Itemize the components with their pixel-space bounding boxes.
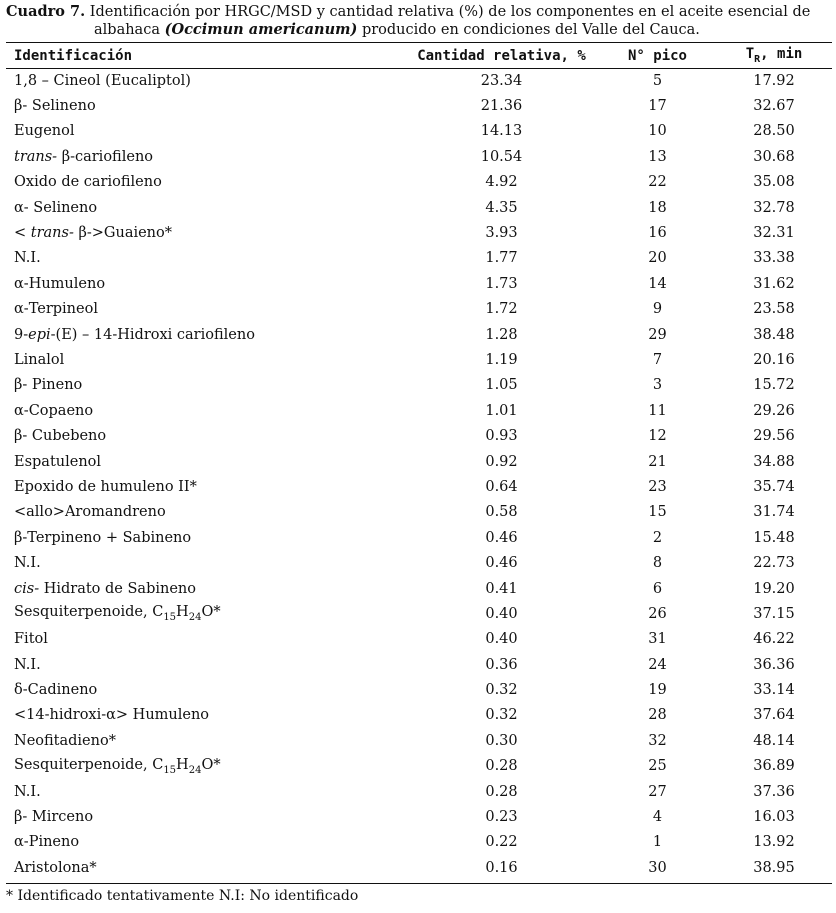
- table-row: [6, 627, 832, 652]
- cell-tr: 35.74: [753, 478, 795, 495]
- cell-identificacion: [6, 347, 404, 372]
- cell-tr: 33.38: [753, 250, 795, 267]
- cell-identificacion: [6, 703, 404, 728]
- cell-identificacion: [6, 627, 404, 652]
- cell-cantidad: 1.01: [485, 402, 518, 419]
- cell-pico: 18: [648, 199, 667, 216]
- table-row: [6, 297, 832, 322]
- table-row: [6, 68, 832, 93]
- cell-tr: 48.14: [753, 732, 795, 749]
- cell-identificacion: [6, 398, 404, 423]
- table-row: [6, 144, 832, 169]
- cell-identificacion-part: O*: [201, 756, 221, 773]
- cell-cantidad: 0.92: [485, 453, 518, 470]
- cell-identificacion-part: Sesquiterpenoide, C: [14, 756, 164, 773]
- cell-cantidad: 0.32: [485, 682, 518, 699]
- table-row: [6, 119, 832, 144]
- cell-identificacion: [6, 550, 404, 575]
- cell-pico: 4: [652, 809, 663, 826]
- cell-tr: 29.56: [753, 428, 795, 445]
- cell-pico: 31: [648, 631, 667, 648]
- cell-identificacion-part: 24: [188, 764, 202, 776]
- cell-tr: 36.36: [753, 656, 795, 673]
- table-row: [6, 170, 832, 195]
- caption-text: albahaca: [94, 22, 165, 38]
- caption-label: Cuadro 7.: [6, 3, 86, 20]
- cell-tr: 22.73: [753, 555, 795, 572]
- cell-cantidad: 0.23: [485, 809, 518, 826]
- cell-identificacion: [6, 119, 404, 144]
- cell-cantidad: 0.40: [485, 631, 518, 648]
- cell-identificacion: [6, 601, 404, 626]
- cell-identificacion-part: β-Terpineno + Sabineno: [14, 529, 192, 546]
- cell-identificacion: [6, 754, 404, 779]
- table-row: [6, 271, 832, 296]
- cell-identificacion-part: N.I.: [14, 555, 41, 572]
- cell-identificacion-part: O*: [201, 604, 221, 621]
- cell-identificacion-part: N.I.: [14, 783, 41, 800]
- table-row: [6, 601, 832, 626]
- cell-cantidad: 10.54: [480, 148, 523, 165]
- table-row: [6, 398, 832, 423]
- cell-cantidad: 1.77: [485, 250, 518, 267]
- cell-tr: 20.16: [753, 351, 795, 368]
- cell-tr: 19.20: [753, 580, 795, 597]
- cell-identificacion-part: trans-: [30, 225, 74, 242]
- cell-tr: 28.50: [753, 123, 795, 140]
- cell-identificacion-part: trans-: [14, 148, 58, 165]
- cell-tr: 32.31: [753, 225, 795, 242]
- cell-cantidad: 0.36: [485, 656, 518, 673]
- cell-identificacion-part: Linalol: [14, 351, 65, 368]
- table-row: [6, 703, 832, 728]
- cell-identificacion-part: cis-: [14, 580, 40, 597]
- table-row: [6, 830, 832, 855]
- cell-tr: 16.03: [753, 809, 795, 826]
- cell-identificacion-part: α-Terpineol: [14, 301, 98, 318]
- cell-cantidad: 1.19: [485, 351, 518, 368]
- cell-identificacion: [6, 449, 404, 474]
- cell-identificacion-part: δ-Cadineno: [14, 682, 98, 699]
- cell-identificacion-part: N.I.: [14, 656, 41, 673]
- table-row: [6, 754, 832, 779]
- cell-identificacion-part: α-Pineno: [14, 834, 80, 851]
- cell-tr: 36.89: [753, 758, 795, 775]
- cell-tr: 35.08: [753, 174, 795, 191]
- cell-identificacion-part: β- Mirceno: [14, 809, 94, 826]
- cell-identificacion-part: β-cariofileno: [57, 148, 154, 165]
- cell-identificacion-part: β- Pineno: [14, 377, 83, 394]
- cell-identificacion: [6, 68, 404, 93]
- cell-cantidad: 1.72: [485, 301, 518, 318]
- cell-cantidad: 0.16: [485, 859, 518, 876]
- cell-pico: 28: [648, 707, 667, 724]
- cell-identificacion: [6, 652, 404, 677]
- cell-pico: 20: [648, 250, 667, 267]
- cell-cantidad: 1.05: [485, 377, 518, 394]
- cell-pico: 3: [652, 377, 663, 394]
- cell-cantidad: 1.28: [485, 326, 518, 343]
- cell-pico: 23: [648, 478, 667, 495]
- cell-pico: 2: [652, 529, 663, 546]
- table-footnote: * Identificado tentativamente N.I: No identificado: [6, 888, 359, 904]
- table-row: [6, 347, 832, 372]
- caption-species: (Occimun americanum): [164, 21, 358, 38]
- cell-identificacion: [6, 144, 404, 169]
- cell-identificacion-part: β- Selineno: [14, 98, 96, 115]
- cell-pico: 11: [648, 402, 667, 419]
- table-row: [6, 804, 832, 829]
- cell-identificacion-part: Sesquiterpenoide, C: [14, 604, 164, 621]
- cell-tr: 23.58: [753, 301, 795, 318]
- table-row: [6, 728, 832, 753]
- cell-identificacion-part: α-Copaeno: [14, 402, 94, 419]
- table-row: [6, 373, 832, 398]
- cell-identificacion-part: H: [176, 604, 189, 621]
- table-row: [6, 322, 832, 347]
- cell-tr: 38.95: [753, 859, 795, 876]
- cell-pico: 16: [648, 225, 667, 242]
- table-row: [6, 246, 832, 271]
- cell-identificacion-part: α-Humuleno: [14, 275, 106, 292]
- table-row: [6, 500, 832, 525]
- cell-cantidad: 0.22: [485, 834, 518, 851]
- cell-cantidad: 0.64: [485, 478, 518, 495]
- cell-identificacion: [6, 500, 404, 525]
- cell-identificacion-part: Fitol: [14, 631, 48, 648]
- cell-tr: 29.26: [753, 402, 795, 419]
- table-row: [6, 677, 832, 702]
- table-caption: [6, 3, 832, 39]
- cell-cantidad: 1.73: [485, 275, 518, 292]
- cell-identificacion: [6, 728, 404, 753]
- column-header-cantidad: Cantidad relativa, %: [417, 47, 586, 64]
- cell-cantidad: 0.58: [485, 504, 518, 521]
- table-header-row: [6, 43, 832, 68]
- cell-identificacion: [6, 677, 404, 702]
- table-row: [6, 550, 832, 575]
- table-bottom-rule: [6, 883, 832, 884]
- cell-identificacion-part: N.I.: [14, 250, 41, 267]
- cell-pico: 29: [648, 326, 667, 343]
- cell-tr: 33.14: [753, 682, 795, 699]
- caption-text: producido en condiciones del Valle del Cauca.: [357, 22, 700, 38]
- cell-cantidad: 0.46: [485, 529, 518, 546]
- table-row: [6, 525, 832, 550]
- cell-pico: 8: [652, 555, 663, 572]
- cell-identificacion: [6, 271, 404, 296]
- cell-tr: 15.72: [753, 377, 795, 394]
- cell-identificacion-part: <14-hidroxi-α> Humuleno: [14, 707, 210, 724]
- cell-identificacion: [6, 525, 404, 550]
- cell-identificacion-part: 24: [188, 612, 202, 624]
- cell-identificacion-part: <allo>Aromandreno: [14, 504, 166, 521]
- cell-cantidad: 4.35: [485, 199, 518, 216]
- column-header-tr: [716, 43, 832, 68]
- cell-tr: 37.36: [753, 783, 795, 800]
- cell-cantidad: 14.13: [480, 123, 523, 140]
- cell-cantidad: 0.28: [485, 758, 518, 775]
- table-row: [6, 474, 832, 499]
- cell-tr: 31.62: [753, 275, 795, 292]
- cell-identificacion-part: 15: [163, 612, 177, 624]
- cell-pico: 9: [652, 301, 663, 318]
- cell-cantidad: 0.30: [485, 732, 518, 749]
- cell-cantidad: 0.28: [485, 783, 518, 800]
- cell-identificacion-part: Aristolona*: [14, 859, 97, 876]
- cell-pico: 14: [648, 275, 667, 292]
- components-table: [6, 43, 832, 881]
- cell-pico: 13: [648, 148, 667, 165]
- cell-identificacion: [6, 779, 404, 804]
- cell-identificacion: [6, 322, 404, 347]
- caption-text: Identificación por HRGC/MSD y cantidad relativa (%) de los componentes en el aceite esencial de: [85, 4, 811, 20]
- cell-identificacion-part: β- Cubebeno: [14, 428, 107, 445]
- table-row: [6, 576, 832, 601]
- cell-tr: 15.48: [753, 529, 795, 546]
- cell-pico: 19: [648, 682, 667, 699]
- column-header-tr-main: T: [745, 46, 755, 63]
- cell-tr: 37.64: [753, 707, 795, 724]
- cell-identificacion: [6, 373, 404, 398]
- table-row: [6, 652, 832, 677]
- cell-identificacion: [6, 195, 404, 220]
- column-header-tr-sub: R: [754, 53, 761, 65]
- cell-identificacion-part: <: [14, 225, 31, 242]
- cell-identificacion-part: β->Guaieno*: [73, 225, 173, 242]
- table-row: [6, 779, 832, 804]
- cell-tr: 46.22: [753, 631, 795, 648]
- table-row: [6, 220, 832, 245]
- cell-identificacion-part: Epoxido de humuleno II*: [14, 478, 197, 495]
- cell-pico: 22: [648, 174, 667, 191]
- cell-tr: 30.68: [753, 148, 795, 165]
- cell-pico: 1: [652, 834, 663, 851]
- table-row: [6, 93, 832, 118]
- cell-pico: 30: [648, 859, 667, 876]
- cell-tr: 17.92: [753, 72, 795, 89]
- cell-pico: 10: [648, 123, 667, 140]
- cell-identificacion-part: Eugenol: [14, 123, 75, 140]
- table-row: [6, 195, 832, 220]
- cell-cantidad: 0.93: [485, 428, 518, 445]
- cell-cantidad: 0.41: [485, 580, 518, 597]
- cell-pico: 5: [652, 72, 663, 89]
- cell-identificacion: [6, 855, 404, 880]
- table-row: [6, 423, 832, 448]
- cell-tr: 13.92: [753, 834, 795, 851]
- cell-identificacion-part: Espatulenol: [14, 453, 102, 470]
- cell-pico: 32: [648, 732, 667, 749]
- cell-identificacion-part: 1,8 – Cineol (Eucaliptol): [14, 72, 191, 89]
- cell-tr: 37.15: [753, 605, 795, 622]
- cell-identificacion: [6, 830, 404, 855]
- cell-tr: 34.88: [753, 453, 795, 470]
- cell-pico: 12: [648, 428, 667, 445]
- cell-identificacion-part: α- Selineno: [14, 199, 98, 216]
- cell-cantidad: 0.40: [485, 605, 518, 622]
- cell-identificacion-part: Neofitadieno*: [14, 732, 116, 749]
- cell-tr: 38.48: [753, 326, 795, 343]
- cell-pico: 26: [648, 605, 667, 622]
- cell-identificacion: [6, 246, 404, 271]
- cell-identificacion: [6, 804, 404, 829]
- table-row: [6, 449, 832, 474]
- cell-identificacion: [6, 423, 404, 448]
- column-header-identificacion: Identificación: [14, 47, 133, 64]
- cell-identificacion-part: 9-: [14, 326, 29, 343]
- cell-pico: 21: [648, 453, 667, 470]
- cell-pico: 7: [652, 351, 663, 368]
- cell-identificacion: [6, 93, 404, 118]
- cell-identificacion: [6, 170, 404, 195]
- table-body: [6, 68, 832, 881]
- cell-tr: 32.67: [753, 98, 795, 115]
- cell-identificacion: [6, 297, 404, 322]
- cell-tr: 31.74: [753, 504, 795, 521]
- column-header-pico: N° pico: [627, 47, 687, 64]
- cell-cantidad: 4.92: [485, 174, 518, 191]
- cell-identificacion-part: 15: [163, 764, 177, 776]
- cell-pico: 27: [648, 783, 667, 800]
- column-header-tr-rest: , min: [760, 46, 803, 63]
- table-row: [6, 855, 832, 880]
- cell-cantidad: 0.32: [485, 707, 518, 724]
- cell-cantidad: 21.36: [480, 98, 523, 115]
- cell-identificacion-part: -(E) – 14-Hidroxi cariofileno: [50, 326, 255, 343]
- cell-pico: 6: [652, 580, 663, 597]
- cell-pico: 15: [648, 504, 667, 521]
- cell-identificacion: [6, 474, 404, 499]
- cell-identificacion: [6, 220, 404, 245]
- cell-identificacion: [6, 576, 404, 601]
- cell-identificacion-part: Oxido de cariofileno: [14, 174, 162, 191]
- cell-pico: 17: [648, 98, 667, 115]
- cell-cantidad: 3.93: [485, 225, 518, 242]
- cell-cantidad: 23.34: [480, 72, 523, 89]
- cell-identificacion-part: epi: [28, 326, 51, 343]
- cell-pico: 24: [648, 656, 667, 673]
- cell-cantidad: 0.46: [485, 555, 518, 572]
- cell-identificacion-part: H: [176, 756, 189, 773]
- cell-tr: 32.78: [753, 199, 795, 216]
- cell-pico: 25: [648, 758, 667, 775]
- cell-identificacion-part: Hidrato de Sabineno: [39, 580, 196, 597]
